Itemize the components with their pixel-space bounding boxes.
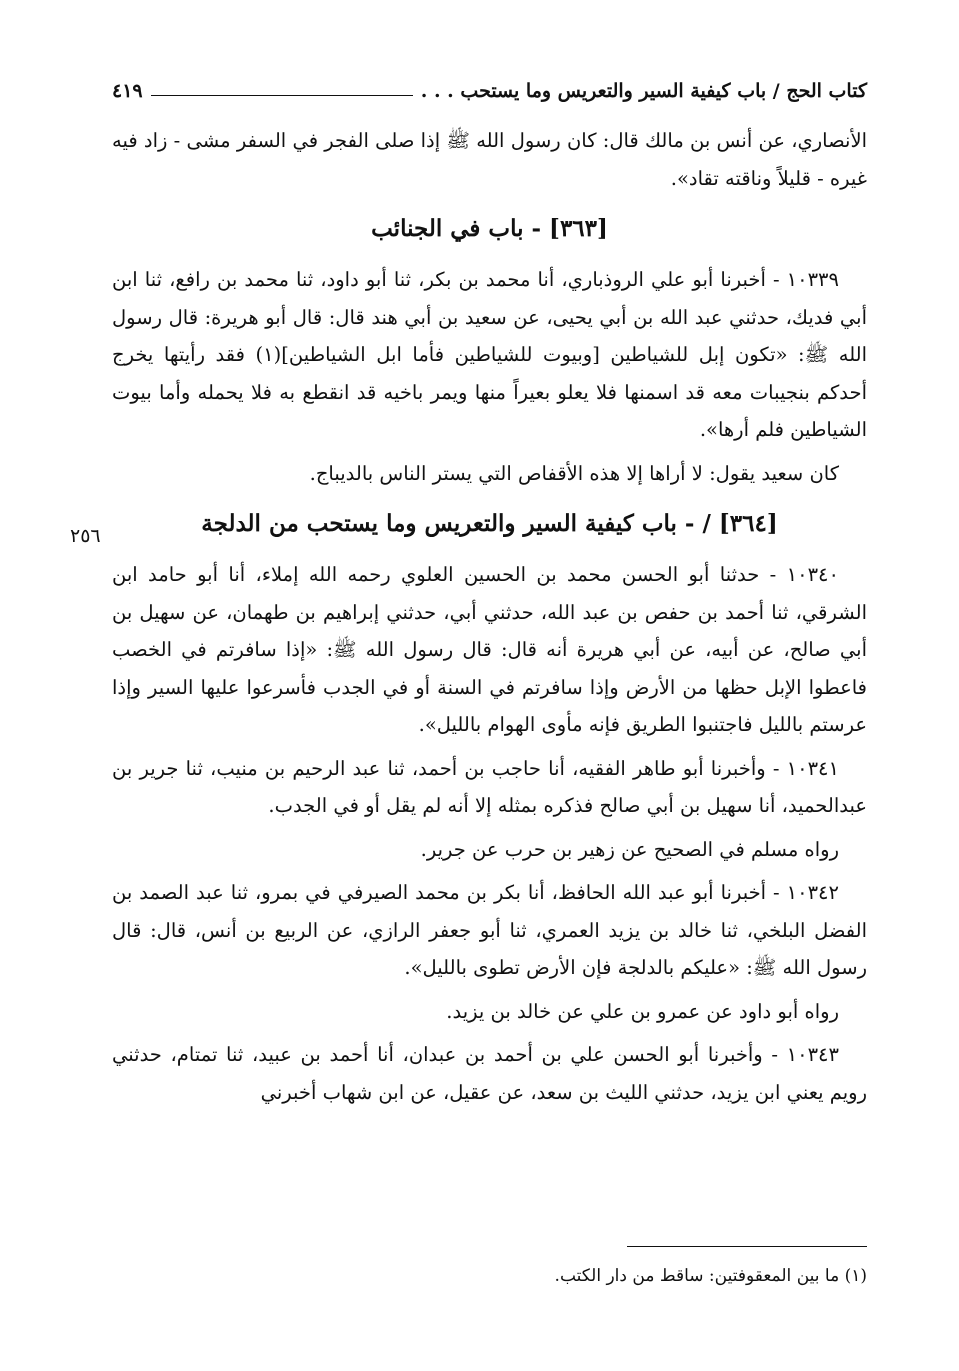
chapter-heading-row-364 [70,504,867,547]
footnote: (١) ما بين المعقوفتين: ساقط من دار الكتب. [554,1266,867,1286]
header-rule [151,95,413,96]
narration-note-abudawud: رواه أبو داود عن عمرو بن علي عن خالد بن يزيد. [446,999,839,1023]
chapter-heading-363: [٣٦٣] - باب في الجنائب [371,215,608,242]
running-header [112,74,867,108]
hadith-10339: ١٠٣٣٩ - أخبرنا أبو علي الروذباري، أنا محمد بن بكر، ثنا أبو داود، ثنا محمد بن رافع، ثنا ابن أبي فديك، حدثني عبد الله بن أبي يحيى، عن سعيد بن أبي هند قال: قال أبو هريرة: قال رسول الله ﷺ: «تكون إبل للشياطين [وبيوت للشياطين فأما ابل الشياطين](١) فقد رأيتها يخرج أحدكم بنجيبات معه قد اسمنها فلا يعلو بعيراً منها ويمر باخيه قد انقطع به فلا يحمله وأما بيوت الشياطين فلم أرها». [112,268,868,441]
hadith-10342: ١٠٣٤٢ - أخبرنا أبو عبد الله الحافظ، أنا بكر بن محمد الصيرفي في بمرو، ثنا عبد الصمد بن الفضل البلخي، ثنا خالد بن يزيد العمري، ثنا أبو جعفر الرازي، عن الربيع بن أنس، قال: قال رسول الله ﷺ: «عليكم بالدلجة فإن الأرض تطوى بالليل». [112,881,867,979]
paragraph-continuation: الأنصاري، عن أنس بن مالك قال: كان رسول الله ﷺ إذا صلى الفجر في السفر مشى - زاد فيه غيره - قليلاً وناقته تقاد». [112,129,867,190]
hadith-10341: ١٠٣٤١ - وأخبرنا أبو طاهر الفقيه، أنا حاجب بن أحمد، ثنا عبد الرحيم بن منيب، ثنا جرير بن عبدالحميد، أنا سهيل بن أبي صالح فذكره بمثله إلا أنه لم يقل أو في الجدب. [112,756,867,817]
main-text [70,122,868,1117]
hadith-10340: ١٠٣٤٠ - حدثنا أبو الحسن محمد بن الحسين العلوي رحمه الله إملاء، أنا أبو حامد ابن الشرقي، ثنا أحمد بن حفص بن عبد الله، حدثني أبي، حدثني إبراهيم بن طهمان، عن سهيل بن أبي صالح، عن أبيه، عن أبي هريرة أنه قال: قال رسول الله ﷺ: «إذا سافرتم في الخصب فاعطوا الإبل حظها من الأرض وإذا سافرتم في السنة أو في الجدب فأسرعوا عليها السير وإذا عرستم بالليل فاجتنبوا الطريق فإنه مأوى الهوام بالليل». [112,563,867,736]
commentary-said: كان سعيد يقول: لا أراها إلا هذه الأقفاص التي يستر الناس بالديباج. [309,461,839,485]
footnote-rule [627,1246,867,1247]
hadith-10343: ١٠٣٤٣ - وأخبرنا أبو الحسن علي بن أحمد بن عبدان، أنا أحمد بن عبيد، ثنا تمتام، حدثني رويم يعني ابن يزيد، حدثني الليث بن سعد، عن عقيل، عن ابن شهاب أخبرني [112,1043,867,1104]
chapter-heading-364: [٣٦٤] / - باب كيفية السير والتعريس وما يستحب من الدلجة [201,510,778,537]
header-title: كتاب الحج / باب كيفية السير والتعريس وما يستحب . . . [420,80,867,102]
narration-note-muslim: رواه مسلم في الصحيح عن زهير بن حرب عن جرير. [420,837,839,861]
margin-reference: ٢٥٦ [70,525,101,547]
page-number: ٤١٩ [112,80,143,102]
